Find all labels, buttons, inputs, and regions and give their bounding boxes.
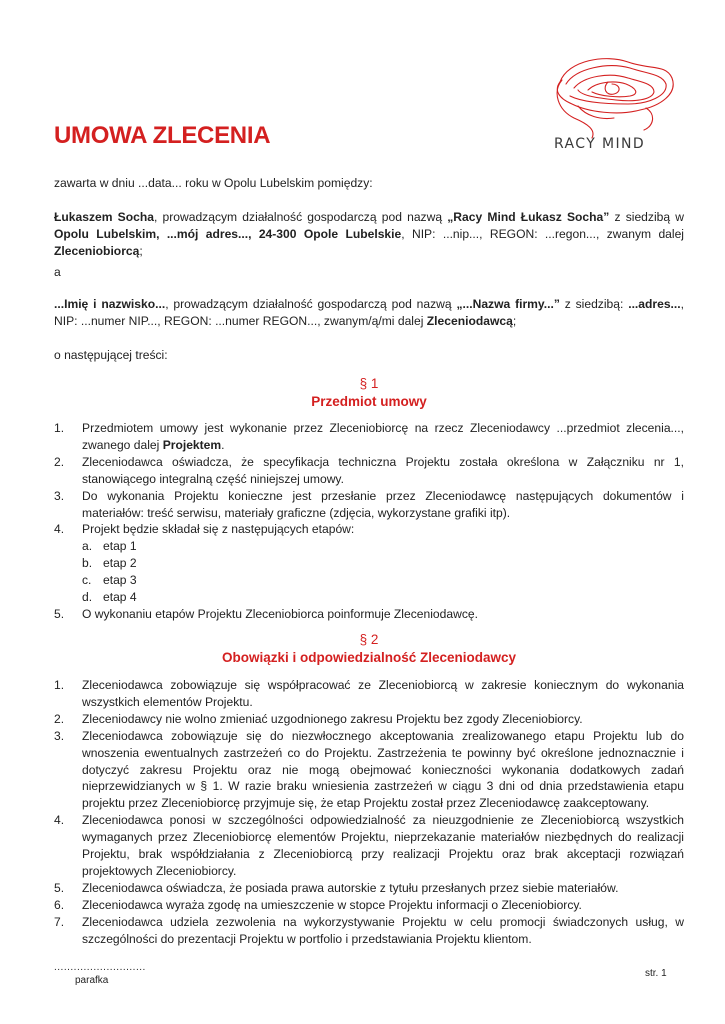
section-1-list xyxy=(54,420,684,623)
logo-wordmark: RACY MIND xyxy=(554,136,646,152)
list-item: 3. Do wykonania Projektu konieczne jest przesłanie przez Zleceniodawcę następujących dokumentów i materiałów: treść serwisu, materiały graficzne (zdjęcia, wykorzystane grafiki itp). xyxy=(54,488,684,520)
list-item: 5. Zleceniodawca oświadcza, że posiada prawa autorskie z tytułu przesłanych przez siebie materiałów. xyxy=(54,880,619,895)
list-item: 2. Zleceniodawca oświadcza, że specyfikacja techniczna Projektu została określona w Załączniku nr 1, stanowiącego integralną część niniejszej umowy. xyxy=(54,454,684,486)
stage-item: d. etap 4 xyxy=(82,590,137,605)
section-1-title: Przedmiot umowy xyxy=(311,394,427,409)
section-2-number: § 2 xyxy=(359,632,379,647)
party-contractor: Łukaszem Socha, prowadzącym działalność gospodarczą pod nazwą „Racy Mind Łukasz Socha” z siedzibą w Opolu Lubelskim, ...mój adres..., 24-300 Opole Lubelskie, NIP: ...nip..., REGON: ...regon..., zwanym dalej Zleceniobiorcą; xyxy=(54,210,685,258)
list-item: 3. Zleceniodawca zobowiązuje się do niezwłocznego akceptowania zrealizowanego etapu Projektu lub do wnoszenia ewentualnych zastrzeżeń co do Projektu. Zastrzeżenia te powinny być określone jednoznacznie i dotyczyć zakresu Projektu oraz nie mogą obejmować konieczności wykonania dodatkowych zadań nieprzewidzianych w § 1. W razie braku wniesienia zastrzeżeń w ciągu 3 dni od dnia przedstawienia etapu projektu przez Zleceniobiorcę przyjmuje się, że etap Projektu został przez Zleceniodawcę zaakceptowany. xyxy=(54,728,684,811)
client-company: „...Nazwa firmy...” xyxy=(456,297,560,311)
list-item: 7. Zleceniodawca udziela zezwolenia na wykorzystywanie Projektu w celu promocji świadczonych usług, w szczególności do prezentacji Projektu w portfolio i przedstawiania Projektu klientom. xyxy=(54,914,684,946)
contract-opening: zawarta w dniu ...data... roku w Opolu Lubelskim pomiędzy: xyxy=(54,176,373,190)
section-1-number: § 1 xyxy=(359,376,379,391)
client-name: ...Imię i nazwisko... xyxy=(54,297,166,311)
section-2-heading xyxy=(54,631,684,667)
list-item: 2. Zleceniodawcy nie wolno zmieniać uzgodnionego zakresu Projektu bez zgody Zleceniobiorcy. xyxy=(54,711,583,726)
section-2-list xyxy=(54,677,684,948)
contractor-company: „Racy Mind Łukasz Socha” xyxy=(447,210,610,224)
conjunction-and: a xyxy=(54,265,61,279)
contractor-name: Łukaszem Socha xyxy=(54,210,154,224)
initials-line: ............................ xyxy=(54,962,146,973)
party-client: ...Imię i nazwisko..., prowadzącym działalność gospodarczą pod nazwą „...Nazwa firmy...” z siedzibą: ...adres..., NIP: ...numer NIP..., REGON: ...numer REGON..., zwanym/ą/mi dalej Zleceniodawcą; xyxy=(54,297,685,328)
stage-item: a. etap 1 xyxy=(82,539,137,554)
contractor-address: Opolu Lubelskim, ...mój adres..., 24-300 Opole Lubelskie xyxy=(54,227,402,241)
list-item: 4. Projekt będzie składał się z następujących etapów: a. etap 1 b. etap 2 c. etap 3 d. etap 4 xyxy=(54,521,684,606)
stages-list xyxy=(82,538,684,606)
list-item: 1. Zleceniodawca zobowiązuje się współpracować ze Zleceniobiorcą w zakresie koniecznym do wykonania wszystkich elementów Projektu. xyxy=(54,678,684,709)
list-item: 1. Przedmiotem umowy jest wykonanie przez Zleceniobiorcę na rzecz Zleceniodawcy ...przedmiot zlecenia..., zwanego dalej Projektem. xyxy=(54,421,684,452)
list-item: 5. O wykonaniu etapów Projektu Zleceniobiorca poinformuje Zleceniodawcę. xyxy=(54,606,478,621)
list-item: 6. Zleceniodawca wyraża zgodę na umieszczenie w stopce Projektu informacji o Zleceniobiorcy. xyxy=(54,897,582,912)
contractor-role: Zleceniobiorcą xyxy=(54,244,140,258)
section-1-heading xyxy=(54,375,684,411)
section-2-title: Obowiązki i odpowiedzialność Zleceniodawcy xyxy=(221,650,517,665)
stage-item: c. etap 3 xyxy=(82,573,137,588)
stage-item: b. etap 2 xyxy=(82,556,137,571)
document-title: UMOWA ZLECENIA xyxy=(54,122,271,149)
page-number: str. 1 xyxy=(645,968,667,979)
client-role: Zleceniodawcą xyxy=(426,314,513,328)
list-item: 4. Zleceniodawca ponosi w szczególności odpowiedzialność za nieuzgodnienie ze Zleceniobiorcą wszystkich wymaganych przez Zleceniobiorcę elementów Projektu, nieprzekazanie materiałów niezbędnych do realizacji Projektu, brak współdziałania z Zleceniobiorcą przy realizacji Projektu oraz brak akceptacji rozwiązań projektowych Zleceniobiorcy. xyxy=(54,813,684,878)
content-intro: o następującej treści: xyxy=(54,348,168,362)
client-address: ...adres... xyxy=(628,297,681,311)
initials-label: parafka xyxy=(75,975,109,986)
